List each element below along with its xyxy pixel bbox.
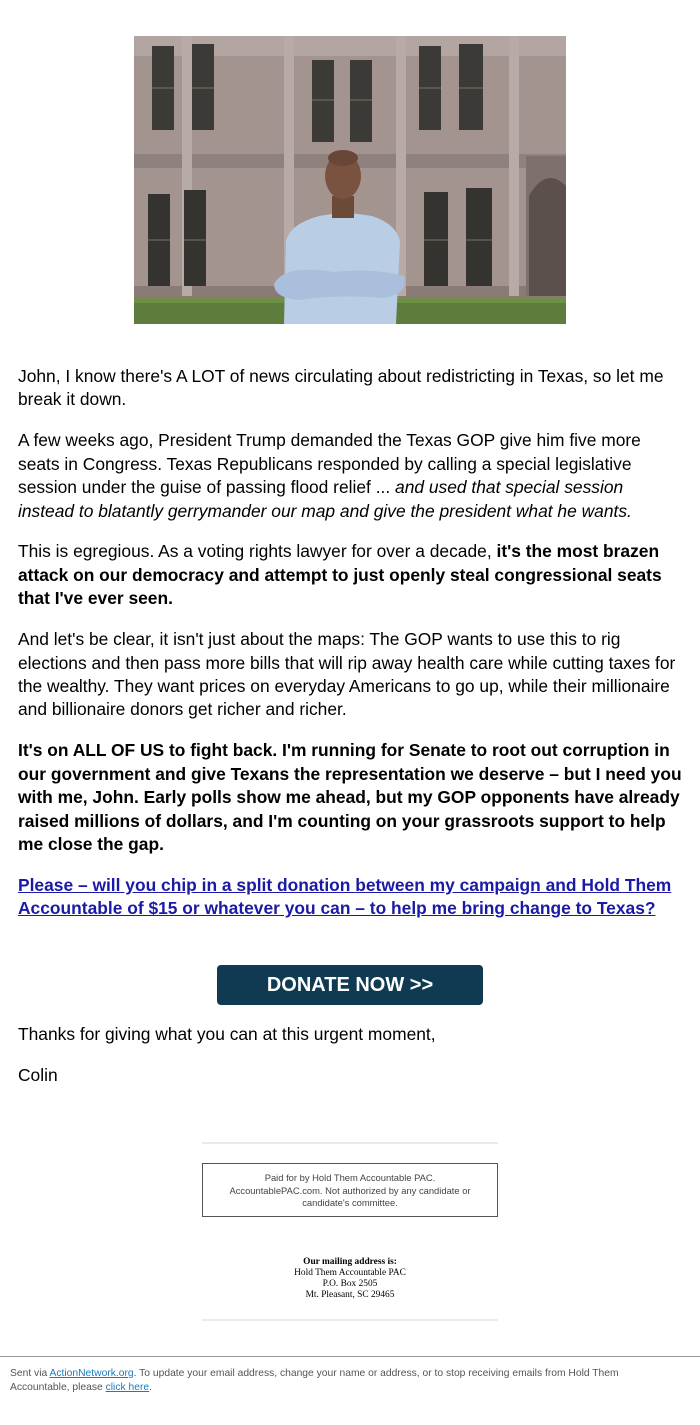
mailing-line-2: P.O. Box 2505: [322, 1279, 378, 1289]
egregious-bold-text: it's the most brazen attack on our democracy and attempt to just openly steal congressional seats that I've ever seen.: [18, 541, 662, 609]
hero-photo: [134, 36, 566, 324]
actionnetwork-link[interactable]: ActionNetwork.org: [49, 1368, 134, 1379]
capitol-photo-illustration: [134, 36, 566, 324]
mailing-heading: Our mailing address is:: [303, 1257, 397, 1267]
footer-divider: [0, 1356, 700, 1357]
background-paragraph: [18, 429, 684, 523]
fight-back-paragraph: [18, 739, 684, 856]
mailing-address: [200, 1257, 500, 1301]
divider-top: [202, 1142, 498, 1144]
footer-suffix: .: [149, 1382, 152, 1393]
donation-ask-link[interactable]: Please – will you chip in a split donation between my campaign and Hold Them Accountable of $15 or whatever you can – to help me bring change to Texas?: [18, 874, 672, 919]
fight-back-bold-text: It's on ALL OF US to fight back. I'm running for Senate to root out corruption in our government and give Texans the representation we deserve – but I need you with me, John. Early polls show me ahead, but my GOP opponents have already raised millions of dollars, and I'm counting on your grassroots support to help me close the gap.: [18, 740, 682, 854]
maps-paragraph: And let's be clear, it isn't just about the maps: The GOP wants to use this to rig elections and then pass more bills that will rip away health care while cutting taxes for the wealthy. They want prices on everyday Americans to go up, while their millionaire and billionaire donors get richer and richer.: [18, 629, 676, 720]
paid-for-disclaimer: [202, 1163, 498, 1217]
divider-bottom: [202, 1319, 498, 1321]
egregious-text: This is egregious. As a voting rights lawyer for over a decade,: [18, 541, 497, 562]
background-text: A few weeks ago, President Trump demanded the Texas GOP give him five more seats in Congress. Texas Republicans responded by calling a special legislative session under the guise of passing flood relief ...: [18, 430, 641, 498]
unsubscribe-click-here-link[interactable]: click here: [105, 1382, 150, 1393]
donate-now-button[interactable]: DONATE NOW >>: [217, 965, 483, 1005]
email-footer: [10, 1367, 680, 1395]
egregious-paragraph: [18, 540, 684, 610]
mailing-line-3: Mt. Pleasant, SC 29465: [305, 1290, 395, 1300]
background-italic-text: and used that special session instead to blatantly gerrymander our map and give the president what he wants.: [18, 477, 632, 521]
closing-line: Thanks for giving what you can at this urgent moment,: [18, 1024, 436, 1044]
footer-prefix: Sent via: [10, 1368, 50, 1379]
intro-paragraph: John, I know there's A LOT of news circulating about redistricting in Texas, so let me break it down.: [18, 366, 664, 410]
donate-button-container: [217, 965, 483, 1005]
donation-ask-paragraph: [18, 874, 684, 921]
signature: Colin: [18, 1065, 58, 1085]
mailing-line-1: Hold Them Accountable PAC: [294, 1268, 406, 1278]
disclaimer-text: Paid for by Hold Them Accountable PAC. AccountablePAC.com. Not authorized by any candidate or candidate's committee.: [229, 1172, 471, 1208]
footer-middle: . To update your email address, change your name or address, or to stop receiving emails from Hold Them Accountable, please: [10, 1368, 619, 1393]
email-body: [18, 365, 684, 938]
